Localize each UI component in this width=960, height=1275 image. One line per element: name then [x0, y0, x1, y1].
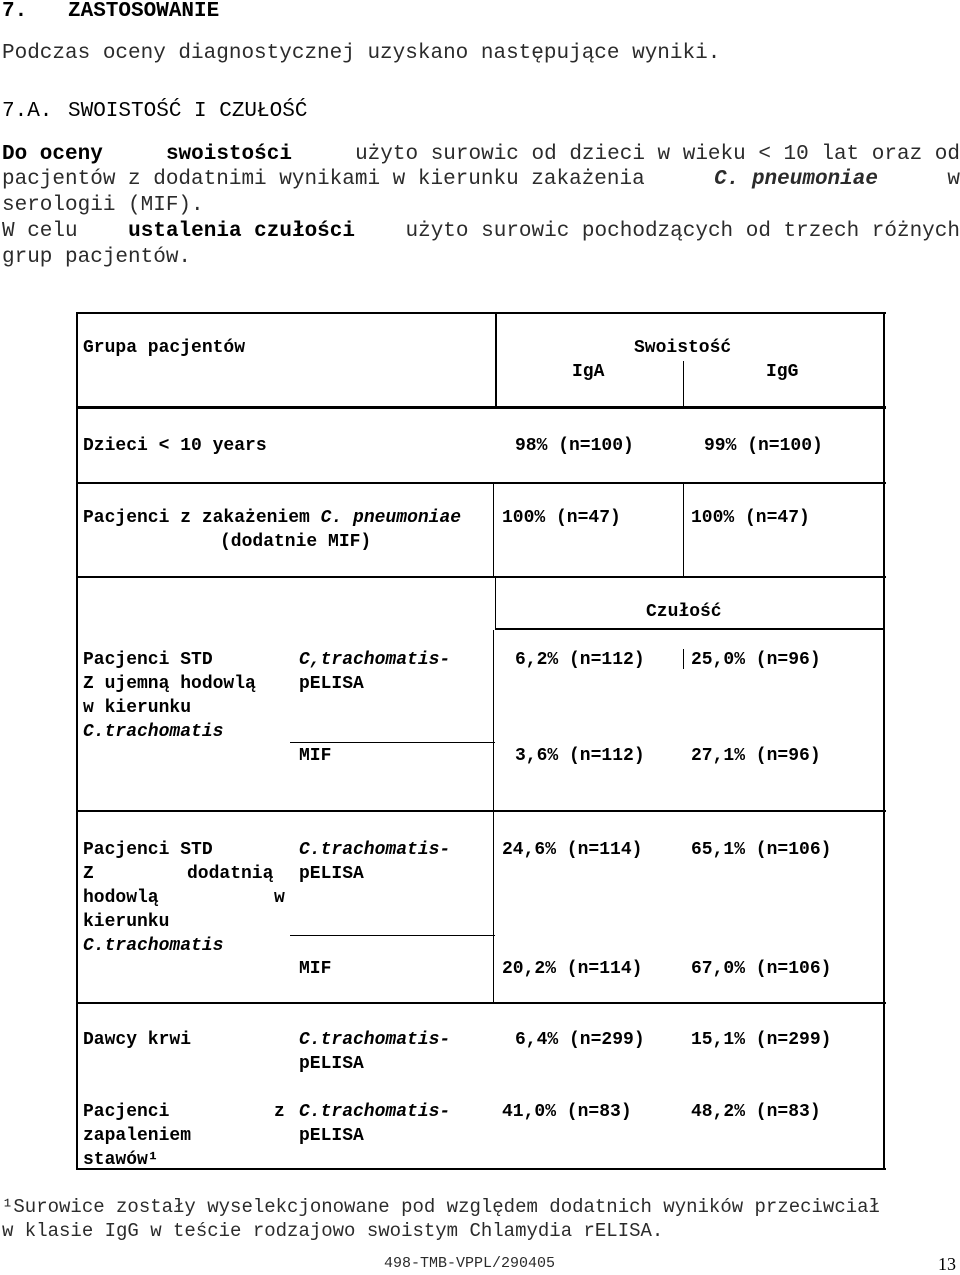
subsection-title: SWOISTOŚĆ I CZUŁOŚĆ [68, 100, 307, 123]
divider [495, 312, 497, 408]
row-arthritis-l3: stawów¹ [83, 1148, 159, 1172]
row-std-pos-l2a: Z [83, 862, 94, 886]
document-code: 498-TMB-VPPL/290405 [384, 1255, 555, 1272]
text: W celu [2, 220, 78, 243]
row-donors-iga: 6,4% (n=299) [515, 1028, 645, 1052]
row-arthritis-test-b: pELISA [299, 1124, 364, 1148]
divider [683, 649, 684, 669]
text: pacjentów z dodatnimi wynikami w kierunku zakażenia [2, 168, 645, 191]
row-arthritis-l2: zapaleniem [83, 1124, 191, 1148]
divider [76, 576, 886, 578]
row-std-neg-l3: w kierunku [83, 696, 191, 720]
row-std-pos-test2: MIF [299, 957, 331, 981]
row-std-pos-l1: Pacjenci STD [83, 838, 213, 862]
divider [76, 482, 886, 484]
row-std-pos-test2-iga: 20,2% (n=114) [502, 957, 642, 981]
row-std-pos-l3a: hodowlą [83, 886, 159, 910]
section-number: 7. [2, 0, 27, 23]
divider [495, 578, 496, 628]
text: C. pneumoniae [714, 168, 878, 191]
paragraph-line-1 [2, 143, 960, 166]
text: swoistości [166, 143, 292, 166]
text: ustalenia czułości [128, 220, 355, 243]
divider [76, 406, 886, 409]
row-donors-label: Dawcy krwi [83, 1028, 191, 1052]
row-std-neg-test2-iga: 3,6% (n=112) [515, 744, 645, 768]
text: w [947, 168, 960, 191]
row-std-pos-l3b: w [274, 886, 285, 910]
row-std-neg-test1-iga: 6,2% (n=112) [515, 648, 645, 672]
row-pneumoniae-igg: 100% (n=47) [691, 506, 810, 530]
row-pneumoniae-label-suffix: (dodatnie MIF) [220, 530, 371, 554]
header-iga: IgA [572, 362, 604, 382]
footnote-line-1: ¹Surowice zostały wyselekcjonowane pod względem dodatnich wyników przeciwciał [2, 1196, 880, 1218]
row-std-neg-test2: MIF [299, 744, 331, 768]
row-std-pos-l2b: dodatnią [187, 862, 273, 886]
row-arthritis-l1a: Pacjenci [83, 1100, 169, 1124]
row-std-neg-l2: Z ujemną hodowlą [83, 672, 256, 696]
row-arthritis-iga: 41,0% (n=83) [502, 1100, 632, 1124]
divider [883, 410, 885, 412]
row-donors-igg: 15,1% (n=299) [691, 1028, 831, 1052]
header-sensitivity: Czułość [646, 602, 722, 622]
row-std-pos-test2-igg: 67,0% (n=106) [691, 957, 831, 981]
row-pneumoniae-label [83, 506, 461, 530]
row-std-neg-test2-igg: 27,1% (n=96) [691, 744, 821, 768]
row-donors-test-b: pELISA [299, 1052, 364, 1076]
row-std-pos-test1-iga: 24,6% (n=114) [502, 838, 642, 862]
header-group: Grupa pacjentów [83, 338, 245, 358]
divider [493, 630, 494, 810]
section-title: ZASTOSOWANIE [68, 0, 219, 23]
row-arthritis-test-a: C.trachomatis- [299, 1100, 450, 1124]
row-std-pos-test1-a: C.trachomatis- [299, 838, 450, 862]
text: Pacjenci z zakażeniem [83, 508, 310, 528]
divider [495, 628, 885, 630]
row-children-label: Dzieci < 10 years [83, 436, 267, 456]
paragraph-line-5: grup pacjentów. [2, 246, 191, 269]
row-pneumoniae-iga: 100% (n=47) [502, 506, 621, 530]
text: Do oceny [2, 143, 103, 166]
paragraph-line-3: serologii (MIF). [2, 194, 204, 217]
divider [683, 484, 684, 577]
divider [493, 812, 494, 1002]
intro-text: Podczas oceny diagnostycznej uzyskano następujące wyniki. [2, 42, 720, 65]
table-border-bottom [76, 1168, 886, 1170]
row-children-iga: 98% (n=100) [515, 436, 634, 456]
subsection-number: 7.A. [2, 100, 52, 123]
header-igg: IgG [766, 362, 798, 382]
header-specificity: Swoistość [634, 338, 731, 358]
row-std-neg-test1-b: pELISA [299, 672, 364, 696]
text: użyto surowic od dzieci w wieku < 10 lat oraz od [355, 143, 960, 166]
divider [76, 1002, 886, 1004]
row-std-pos-l5: C.trachomatis [83, 934, 223, 958]
row-std-neg-test1-a: C,trachomatis- [299, 648, 450, 672]
row-arthritis-igg: 48,2% (n=83) [691, 1100, 821, 1124]
row-std-neg-l1: Pacjenci STD [83, 648, 213, 672]
text: użyto surowic pochodzących od trzech różnych [406, 220, 960, 243]
table-border-right [883, 312, 885, 1170]
divider [76, 810, 886, 812]
table-border-left [76, 312, 78, 1170]
row-std-pos-test1-igg: 65,1% (n=106) [691, 838, 831, 862]
footnote-line-2: w klasie IgG w teście rodzajowo swoistym Chlamydia rELISA. [2, 1220, 663, 1242]
row-arthritis-l1b: z [274, 1100, 285, 1124]
paragraph-line-4 [2, 220, 960, 243]
row-std-neg-test1-igg: 25,0% (n=96) [691, 648, 821, 672]
row-children-igg: 99% (n=100) [704, 436, 823, 456]
divider [290, 742, 495, 743]
table-border-top [76, 312, 886, 314]
page-number: 13 [938, 1254, 956, 1275]
divider [683, 361, 684, 408]
divider [290, 935, 495, 936]
row-donors-test-a: C.trachomatis- [299, 1028, 450, 1052]
text: C. pneumoniae [321, 508, 461, 528]
row-std-neg-l4: C.trachomatis [83, 720, 223, 744]
row-std-pos-test1-b: pELISA [299, 862, 364, 886]
paragraph-line-2 [2, 168, 960, 191]
row-std-pos-l4: kierunku [83, 910, 169, 934]
divider [493, 484, 494, 577]
